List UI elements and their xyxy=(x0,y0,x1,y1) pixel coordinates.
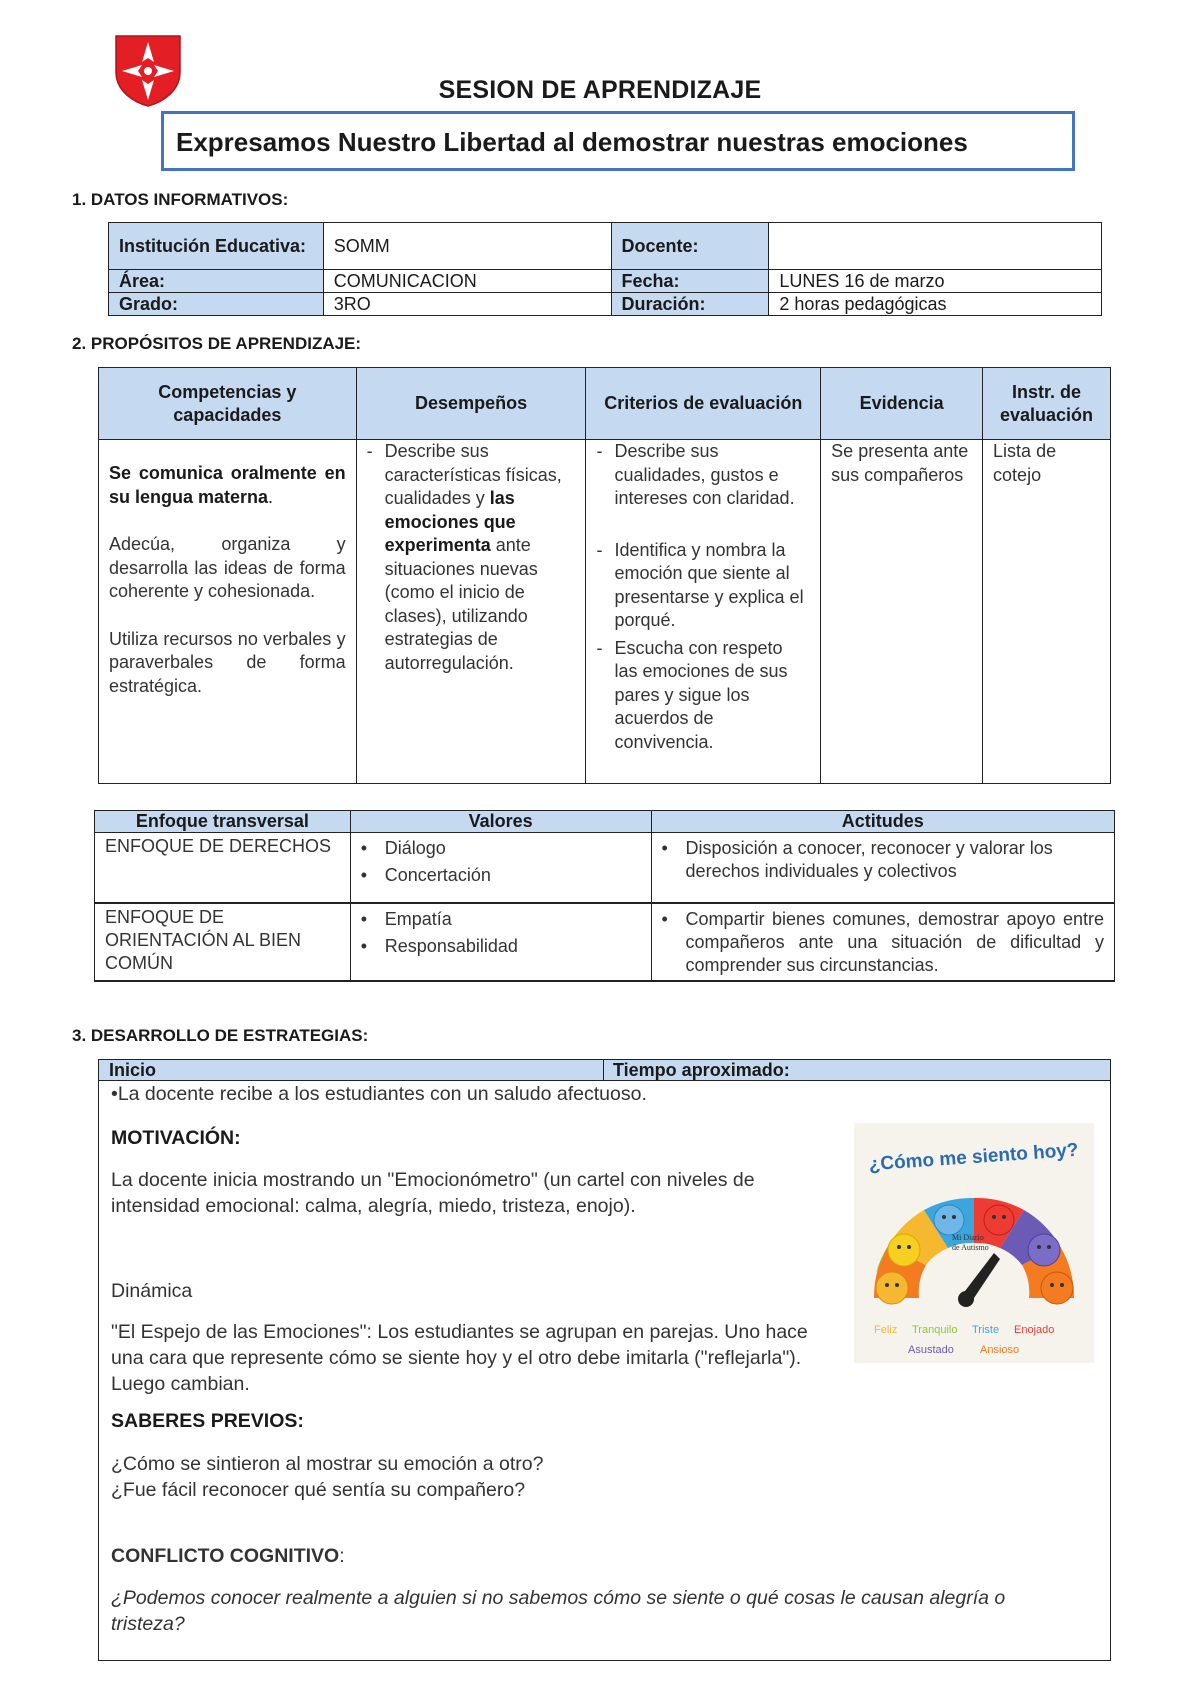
enfoques-table xyxy=(94,810,1115,982)
docente-label: Docente: xyxy=(611,223,769,270)
header-actitudes: Actitudes xyxy=(651,811,1114,833)
emocionometro-title: ¿Cómo me siento hoy? xyxy=(868,1139,1080,1176)
header-enfoque: Enfoque transversal xyxy=(95,811,351,833)
criterio-item: - Escucha con respeto las emociones de sus pares y sigue los acuerdos de convivencia. xyxy=(596,637,788,752)
tiempo-label: Tiempo aproximado: xyxy=(613,1060,790,1080)
capacidad-1: Adecúa, organiza y desarrolla las ideas de forma coherente y cohesionada. xyxy=(109,534,346,601)
conflicto-text: ¿Podemos conocer realmente a alguien si no sabemos cómo se siente o qué cosas le causan alegría o tristeza? xyxy=(111,1587,1006,1635)
dinamica-title: Dinámica xyxy=(111,1280,193,1302)
competencia: Se comunica oralmente en su lengua materna. xyxy=(109,463,346,507)
grado-value: 3RO xyxy=(323,293,611,316)
dinamica-text: "El Espejo de las Emociones": Los estudiantes se agrupan en parejas. Uno hace una cara que represente cómo se siente hoy y el otro debe imitarla ("reflejarla"). Luego cambian. xyxy=(111,1321,808,1395)
document-title: SESION DE APRENDIZAJE xyxy=(438,76,762,104)
emocionometro-graphic xyxy=(854,1123,1094,1363)
section-heading-propositos: 2. PROPÓSITOS DE APRENDIZAJE: xyxy=(72,334,362,353)
enfoque-derechos: ENFOQUE DE DERECHOS xyxy=(95,833,351,903)
duracion-label: Duración: xyxy=(611,293,769,316)
docente-value xyxy=(769,223,1102,270)
area-label: Área: xyxy=(109,270,324,293)
header-valores: Valores xyxy=(350,811,651,833)
label-ansioso: Ansioso xyxy=(980,1344,1020,1356)
label-tranquilo: Tranquilo xyxy=(912,1324,958,1336)
area-value: COMUNICACION xyxy=(323,270,611,293)
header-evidencia: Evidencia xyxy=(821,368,983,440)
motivacion-title: MOTIVACIÓN: xyxy=(111,1127,241,1149)
motivacion-text: La docente inicia mostrando un "Emocionómetro" (un cartel con niveles de intensidad emocional: calma, alegría, miedo, tristeza, enojo). xyxy=(111,1169,755,1217)
emocionometro-brand-1: Mi Diario xyxy=(952,1233,984,1242)
saberes-question-1: ¿Cómo se sintieron al mostrar su emoción a otro? xyxy=(111,1453,544,1475)
label-asustado: Asustado xyxy=(908,1344,954,1356)
duracion-value: 2 horas pedagógicas xyxy=(769,293,1102,316)
competencias-cell xyxy=(99,440,357,784)
criterio-item: - Describe sus cualidades, gustos e intereses con claridad. xyxy=(596,441,795,508)
actitud-bien-comun: • Compartir bienes comunes, demostrar apoyo entre compañeros ante una situación de dificultad y comprender sus circunstancias. xyxy=(651,903,1114,981)
emocionometro-brand-2: de Autismo xyxy=(952,1243,989,1252)
evidencia-cell: Se presenta ante sus compañeros xyxy=(821,440,983,784)
header-desempenos: Desempeños xyxy=(356,368,586,440)
enfoque-bien-comun: ENFOQUE DE ORIENTACIÓN AL BIEN COMÚN xyxy=(95,903,351,981)
inicio-label: Inicio xyxy=(109,1060,157,1080)
label-feliz: Feliz xyxy=(874,1324,898,1336)
institucion-label: Institución Educativa: xyxy=(109,223,324,270)
emocionometro-image xyxy=(854,1123,1094,1363)
desempeno-item: - Describe sus características físicas, cualidades y las emociones que experimenta ante situaciones nuevas (como el inicio de clases), utilizando estrategias de autorregulación. xyxy=(366,441,562,673)
desempenos-cell xyxy=(356,440,586,784)
saberes-question-2: ¿Fue fácil reconocer qué sentía su compañero? xyxy=(111,1479,526,1501)
grado-label: Grado: xyxy=(109,293,324,316)
header-competencias: Competencias y capacidades xyxy=(99,368,357,440)
label-triste: Triste xyxy=(972,1324,1000,1336)
datos-table xyxy=(108,222,1102,316)
valores-bien-comun: • Empatía • Responsabilidad xyxy=(350,903,651,981)
section-heading-desarrollo: 3. DESARROLLO DE ESTRATEGIAS: xyxy=(72,1026,369,1045)
actitud-derechos: • Disposición a conocer, reconocer y valorar los derechos individuales y colectivos xyxy=(651,833,1114,903)
header-instrumento: Instr. de evaluación xyxy=(983,368,1111,440)
criterio-item: - Identifica y nombra la emoción que siente al presentarse y explica el porqué. xyxy=(596,539,804,630)
session-subtitle: Expresamos Nuestro Libertad al demostrar nuestras emociones xyxy=(161,111,1075,171)
fecha-label: Fecha: xyxy=(611,270,769,293)
section-heading-datos: 1. DATOS INFORMATIVOS: xyxy=(72,190,289,209)
saberes-title: SABERES PREVIOS: xyxy=(111,1410,304,1432)
instrumento-cell: Lista de cotejo xyxy=(983,440,1111,784)
fecha-value: LUNES 16 de marzo xyxy=(769,270,1102,293)
saludo-text: •La docente recibe a los estudiantes con un saludo afectuoso. xyxy=(111,1083,647,1105)
propositos-table xyxy=(98,367,1111,784)
institucion-value: SOMM xyxy=(323,223,611,270)
valores-derechos: • Diálogo • Concertación xyxy=(350,833,651,903)
conflicto-title: CONFLICTO COGNITIVO: xyxy=(111,1545,345,1567)
label-enojado: Enojado xyxy=(1014,1324,1055,1336)
criterios-cell xyxy=(586,440,821,784)
capacidad-2: Utiliza recursos no verbales y paraverbales de forma estratégica. xyxy=(109,628,346,696)
header-criterios: Criterios de evaluación xyxy=(586,368,821,440)
